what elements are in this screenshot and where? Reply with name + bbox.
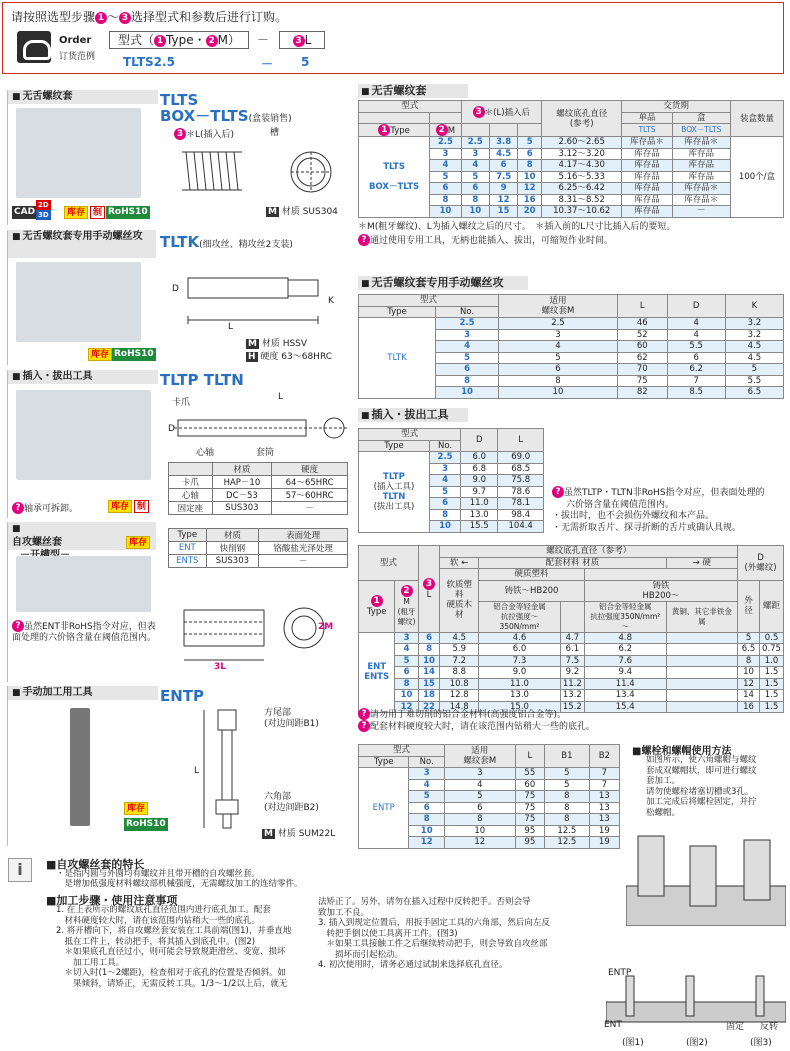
table-row: ENTS SUS303 － — [169, 555, 348, 568]
order-label: Order — [59, 35, 92, 46]
tltk-drawing — [178, 260, 348, 340]
tltp-l-dim: L — [278, 392, 284, 402]
tltk-title: TLTK(细攻丝、精攻丝2支装) — [160, 233, 293, 251]
stock-badge: 库存 — [124, 802, 148, 815]
order-dash: － — [257, 33, 270, 47]
t1-note1: ＊M(粗牙螺纹)、L为插入螺纹之后的尺寸。 ＊插入前的L尺寸比插入后的要短。 — [358, 222, 676, 232]
t4-note2: ? 配套材料硬度较大时，请在该范围内钻稍大一些的底孔。 — [358, 720, 595, 734]
table-row: 12 22 14.8 15.0 15.2 15.4 16 1.5 — [359, 701, 784, 713]
fig-entp-label: ENTP — [608, 968, 632, 978]
table-row: 8 15 10.8 11.0 11.2 11.4 12 1.5 — [359, 678, 784, 690]
tltp-product-photo — [16, 390, 151, 480]
table-row: 6 6 70 6.2 5 — [359, 364, 784, 376]
table-row: 5 10 7.2 7.3 7.5 7.6 8 1.0 — [359, 655, 784, 667]
tlts-header: ■ 无舌螺纹套 — [8, 90, 158, 104]
table-row: 6 6 9 12 6.25～6.42 库存品 库存品＊ — [359, 183, 784, 195]
order-example-l: 5 — [301, 55, 310, 69]
table-row: TLTK 2.5 2.5 46 4 3.2 — [359, 318, 784, 330]
rohs-badge: RoHS10 — [126, 819, 166, 829]
box-tlts-title: BOX－TLTS(盒装销售) — [160, 107, 292, 125]
stock-badge: 库存 — [108, 500, 132, 513]
phone-icon — [17, 31, 51, 63]
fig-reverse-label: 反转 — [760, 1022, 779, 1032]
feat-header1: ■自攻螺丝套的特长 — [46, 858, 145, 871]
table-row: 5 5 62 6 4.5 — [359, 352, 784, 364]
sleeve-label: 套筒 — [256, 448, 275, 458]
t2-header: ■ 无舌螺纹套专用手动螺丝攻 — [358, 276, 528, 290]
bolt-text: 如图所示，使六角螺帽与螺纹 套成双螺帽状，即可进行螺纹 套加工。 请勿使螺栓堵塞切槽或3孔。 加工完成后将螺栓固定，并拧 松螺帽。 — [646, 755, 757, 818]
t1-table: 型式 3 ＊(L)插入后 螺纹底孔直径 (参考) 交货期 装盒数量 单品 盒 1 Type 2 M TLTS BOX－TLTS TLTS BOX－TLTS 2.5 2.5 3.8 5 2.60～2.65 库存品＊ 库存品＊ 100个/盒 3 3 4.5 6 3.12～3.20 库存品 库存品 4 4 6 8 4.17～4.30 库存品 库存品 5 5 7.5 10 5.16～5.33 库存品 库存品 6 6 9 12 6.25～6.42 库存品 库存品＊ 8 8 12 16 8.31～8.52 库存品 库存品＊ 10 10 15 20 10.37～10.62 库存品 － — [358, 100, 784, 218]
tltp-drawing — [174, 406, 349, 454]
feat-steps-1: 1. 在上表所示的螺纹底孔直径范围内进行底孔加工。配套 材料硬度较大时，请在该范围内钻稍大一些的底孔。 2. 将开槽向下，将自攻螺丝套安装在工具前端(图1)，并垂直地 抵在工件上，转动把手，将其插入到底孔中。(图2) ＊如果底孔直径过小，则可能会导致规距滑丝、变宽、损坏 加工用工具。 ＊切入时(1～2螺距)，检查相对于底孔的位置是否倾斜。如 果倾斜，请矫正，无需反转工具。1/3～1/2以上后，就无 — [56, 905, 292, 989]
made-badge: 制 — [134, 500, 149, 513]
rohs-badge: RoHS10 — [108, 207, 148, 217]
bolt-header: ■螺栓和螺帽使用方法 — [632, 746, 732, 757]
table-row: 10 10 15 20 10.37～10.62 库存品 － — [359, 206, 784, 218]
t5-table: 型式 适用 螺纹套M L B1 B2 Type No. ENTP 3 3 55 5 7 4 4 60 5 7 5 5 75 8 13 6 6 75 8 13 8 8 75 8 13 10 10 95 12.5 19 12 12 95 12.5 19 — [358, 744, 620, 849]
table-row: TLTS BOX－TLTS 2.5 2.5 3.8 5 2.60～2.65 库存品＊ 库存品＊ 100个/盒 — [359, 137, 784, 149]
feat-text: ・是指内圆与外圆均有螺纹并且带开槽的自攻螺丝套。 是增加低强度材料螺纹部机械强度，无需螺纹加工的连结零件。 — [56, 869, 303, 889]
fig-ent-label: ENT — [604, 1020, 622, 1030]
tltk-section — [7, 230, 352, 365]
tltk-k-dim: K — [328, 296, 334, 306]
order-box — [2, 2, 784, 74]
table-row: 固定座 SUS303 － — [169, 502, 348, 515]
tltk-header: ■ 无舌螺纹套专用手动螺丝攻 — [8, 230, 156, 258]
order-example-type: TLTS2.5 — [123, 55, 175, 69]
ent-header: ■ 自攻螺丝套 — [8, 522, 156, 550]
entp-drawing — [198, 706, 258, 834]
tltp-material-table: 材质 硬度 卡爪 HAP－10 64～65HRC 心轴 DC－53 57～60HRC 固定座 SUS303 － — [168, 462, 348, 515]
order-example-dash: － — [261, 57, 274, 71]
tltk-material: M 材质 HSSV — [248, 339, 308, 349]
table-row: 5 9.7 78.6 — [359, 486, 544, 498]
cad-badge: CAD — [14, 207, 36, 217]
table-row: ENT 快削钢 铬酸盐光泽处理 — [169, 542, 348, 555]
tltp-title: TLTP TLTN — [160, 371, 244, 389]
info-icon: i — [8, 858, 32, 882]
table-row: 心轴 DC－53 57～60HRC — [169, 489, 348, 502]
table-row: TLTP (插入工具) TLTN (拔出工具) 2.5 6.0 69.0 — [359, 452, 544, 464]
table-row: ENTP 3 3 55 5 7 — [359, 768, 620, 780]
tltk-product-photo — [16, 262, 141, 342]
t1-note2: ? 通过使用专用工具，无柄也能插入、拔出，可缩短作业时间。 — [358, 234, 613, 248]
bolt-usage-drawing — [626, 826, 786, 926]
table-row: 卡爪 HAP－10 64～65HRC — [169, 476, 348, 489]
table-row: ENT ENTS 3 6 4.5 4.6 4.7 4.8 5 0.5 — [359, 632, 784, 644]
ent-l-dim: 3L — [214, 662, 226, 672]
tltk-l-dim: L — [228, 322, 234, 332]
stock-badge: 库存 — [64, 206, 88, 219]
cad-2d-badge: 2D — [38, 201, 49, 209]
feat-header2: ■加工步骤・使用注意事项 — [46, 894, 178, 907]
order-instruction: 请按照选型步骤 1 ～ 3 选择型式和参数后进行订购。 — [11, 10, 288, 24]
table-row: 3 3 4.5 6 3.12～3.20 库存品 库存品 — [359, 148, 784, 160]
table-row: 6 14 8.8 9.0 9.2 9.4 10 1.5 — [359, 667, 784, 679]
entp-tail-label: 方尾部 (对边间距B1) — [264, 708, 319, 729]
table-row: 8 8 12 16 8.31～8.52 库存品 库存品＊ — [359, 194, 784, 206]
tltk-hardness: H 硬度 63～68HRC — [248, 352, 333, 362]
tlts-drawing — [176, 142, 351, 210]
table-row: 4 4 6 8 4.17～4.30 库存品 库存品 — [359, 160, 784, 172]
table-row: 12 12 95 12.5 19 — [359, 837, 620, 849]
ent-product-photo — [16, 556, 151, 612]
table-row: 4 8 5.9 6.0 6.1 6.2 6.5 0.75 — [359, 644, 784, 656]
tltk-d-dim: D — [172, 284, 179, 294]
table-row: 3 6.8 68.5 — [359, 463, 544, 475]
claw-label: 卡爪 — [172, 398, 191, 408]
fig1-label: (图1) — [622, 1038, 644, 1048]
table-row: 5 5 7.5 10 5.16～5.33 库存品 库存品 — [359, 171, 784, 183]
t3-header: ■ 插入・拔出工具 — [358, 408, 468, 422]
entp-section — [7, 686, 352, 846]
tltp-header: ■ 插入・拔出工具 — [8, 370, 158, 384]
t3-notes: ? 虽然TLTP・TLTN非RoHS指令对应，但表面处理的 六价铬含量在阈值范围内。 ・拔出时，也不会损伤外螺纹和本产品。 ・无需折取舌片、探寻折断的舌片或确认具规。 — [552, 487, 765, 533]
table-row: 4 4 60 5 7 — [359, 779, 620, 791]
table-row: 10 15.5 104.4 — [359, 521, 544, 533]
entp-l-dim: L — [194, 766, 200, 776]
ent-material-table: Type 材质 表面处理 ENT 快削钢 铬酸盐光泽处理 ENTS SUS303 － — [168, 528, 348, 568]
tlts-product-photo — [16, 108, 141, 198]
cad-3d-badge: 3D — [38, 211, 49, 219]
tlts-material: M 材质 SUS304 — [268, 207, 338, 217]
fig3-label: (图3) — [750, 1038, 772, 1048]
tlts-l-note: 3 ＊L(插入后) — [174, 128, 234, 141]
table-row: 8 13.0 98.4 — [359, 509, 544, 521]
table-row: 6 6 75 8 13 — [359, 802, 620, 814]
table-row: 10 18 12.8 13.0 13.2 13.4 14 1.5 — [359, 690, 784, 702]
entp-material: M 材质 SUM22L — [264, 829, 336, 839]
t1-header: ■ 无舌螺纹套 — [358, 84, 468, 98]
rohs-badge: RoHS10 — [114, 349, 154, 359]
table-row: 3 3 52 4 3.2 — [359, 329, 784, 341]
shaft-label: 心轴 — [196, 448, 215, 458]
tlts-section — [7, 90, 352, 225]
feat-steps-2: 法矫正了。另外，请勿在插入过程中反转把手。否则会导 致加工不良。 3. 插入到规定位置后，用扳手固定工具的六角部，然后向左反 转把手倒以使工具离开工件。(图3) ＊如果工具接触工件之后继续转动把手，则会导致自攻丝部 损坏而引起松动。 4. 初次使用时，请务必通过试制来选择底孔直径。 — [318, 897, 550, 970]
t4-table: 型式 3L 螺纹底孔直径（参考） D (外螺纹) 软 ← 配套材料 材质 → 硬 软质塑料 硬质木材 硬质塑料 1Type 2M (粗牙 螺纹) 铸铁～HB200 铸铁 HB200～ 外径 螺距 铝合金等轻金属 抗拉强度～350N/mm² 铝合金等轻金属 抗拉强度350N/mm²～ 黄铜、其它非铁金属 ENT ENTS 3 6 4.5 4.6 4.7 4.8 5 0.5 4 8 5.9 6.0 6.1 6.2 6.5 0.75 5 10 7.2 7.3 7.5 7.6 8 1.0 6 14 8.8 9.0 9.2 9.4 10 1.5 8 15 10.8 11.0 11.2 11.4 12 1.5 10 18 12.8 13.0 13.2 13.4 14 1.5 12 22 14.8 15.0 15.2 15.4 16 1.5 — [358, 545, 784, 713]
tltp-d-dim: D — [168, 424, 175, 434]
t3-table: 型式 D L Type No. TLTP (插入工具) TLTN (拔出工具) 2.5 6.0 69.0 3 6.8 68.5 4 9.0 75.8 5 9.7 78.6 6 11.0 78.1 8 13.0 98.4 10 15.5 104.4 — [358, 428, 544, 533]
ent-section — [7, 522, 352, 682]
entp-title: ENTP — [160, 687, 205, 705]
order-l-box: 3 L — [279, 31, 325, 49]
t2-table: 型式 适用 螺纹套M L D K Type No. TLTK 2.5 2.5 46 4 3.2 3 3 52 4 3.2 4 4 60 5.5 4.5 5 5 62 6 4.5 6 6 70 6.2 5 8 8 75 7 5.5 10 10 82 8.5 6.5 — [358, 294, 784, 399]
ent-drawing — [174, 600, 349, 670]
t4-note1: ? 请勿用于难切削的铝合金材料(高强度铝合金等)。 — [358, 708, 566, 722]
tltp-section — [7, 370, 352, 518]
fig2-label: (图2) — [686, 1038, 708, 1048]
tltp-note: ? 轴承可拆卸。 — [12, 502, 78, 515]
ent-m-dim: 2M — [318, 622, 334, 632]
stock-badge: 库存 — [126, 536, 150, 549]
tlts-title: TLTS — [160, 91, 199, 109]
ent-note: ? 虽然ENT非RoHS指令对应，但表面处理的六价铬含量在阈值范围内。 — [12, 621, 157, 643]
table-row: 10 10 82 8.5 6.5 — [359, 387, 784, 399]
entp-product-photo — [70, 708, 90, 826]
table-row: 10 10 95 12.5 19 — [359, 825, 620, 837]
table-row: 6 11.0 78.1 — [359, 498, 544, 510]
entp-header: ■ 手动加工用工具 — [8, 686, 158, 700]
table-row: 4 4 60 5.5 4.5 — [359, 341, 784, 353]
table-row: 8 8 75 8 13 — [359, 814, 620, 826]
table-row: 4 9.0 75.8 — [359, 475, 544, 487]
order-example-label: 订货范例 — [59, 52, 96, 62]
made-badge: 制 — [90, 206, 105, 219]
table-row: 5 5 75 8 13 — [359, 791, 620, 803]
entp-hex-label: 六角部 (对边间距B2) — [264, 792, 319, 813]
fig-fix-label: 固定 — [726, 1022, 745, 1032]
stock-badge: 库存 — [88, 348, 112, 361]
ent-process-figures — [606, 972, 786, 1036]
tlts-slot-label: 槽 — [270, 128, 280, 138]
table-row: 8 8 75 7 5.5 — [359, 375, 784, 387]
order-type-box: 型式（ 1 Type・ 2 M） — [109, 31, 249, 49]
